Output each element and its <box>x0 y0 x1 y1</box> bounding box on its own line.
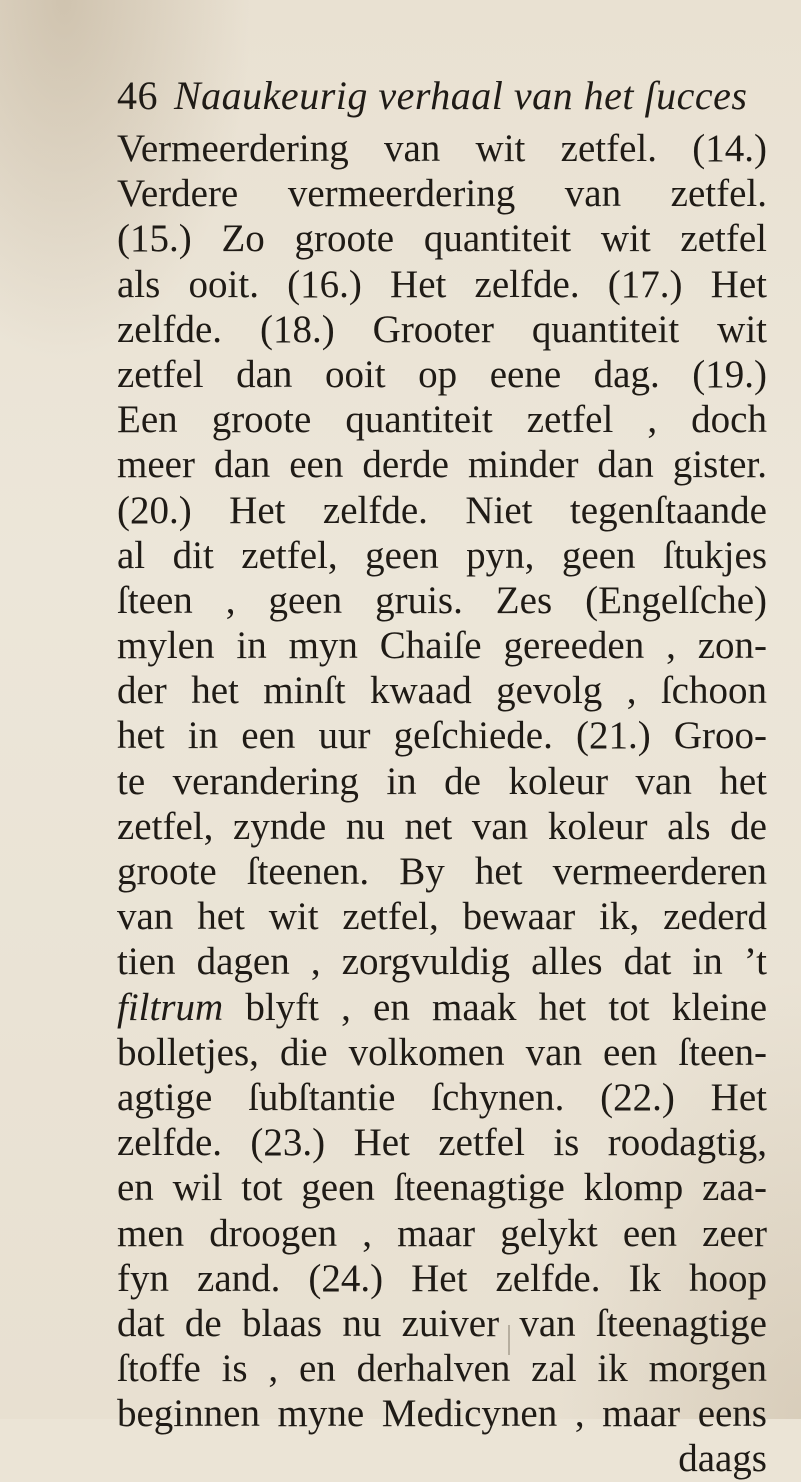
text-line: dat de blaas nu zuiver van ſteenagtige <box>117 1301 767 1345</box>
text-line: der het minſt kwaad gevolg , ſchoon <box>117 669 767 713</box>
text-line: te verandering in de koleur van het <box>117 759 767 803</box>
text-line: mylen in myn Chaiſe gereeden , zon- <box>117 624 767 668</box>
text-line: zelfde. (23.) Het zetfel is roodagtig, <box>117 1121 767 1165</box>
text-line: Een groote quantiteit zetfel , doch <box>117 398 767 442</box>
page-number: 46 <box>117 73 158 118</box>
text-line: Verdere vermeerdering van zetfel. <box>117 172 767 216</box>
text-line: zetfel, zynde nu net van koleur als de <box>117 804 767 848</box>
text-line: (15.) Zo groote quantiteit wit zetfel <box>117 217 767 261</box>
paper-crease <box>508 1325 510 1355</box>
text-line: al dit zetfel, geen pyn, geen ſtukjes <box>117 533 767 577</box>
text-line: (20.) Het zelfde. Niet tegenſtaande <box>117 488 767 532</box>
text-line: als ooit. (16.) Het zelfde. (17.) Het <box>117 262 767 306</box>
running-head <box>117 72 747 119</box>
text-line: meer dan een derde minder dan gister. <box>117 443 767 487</box>
text-line: van het wit zetfel, bewaar ik, zederd <box>117 895 767 939</box>
body-text <box>117 126 767 1482</box>
text-line: zelfde. (18.) Grooter quantiteit wit <box>117 307 767 351</box>
text-line: filtrum blyft , en maak het tot kleine <box>117 985 767 1029</box>
text-line: en wil tot geen ſteenagtige klomp zaa- <box>117 1166 767 1210</box>
text-line: groote ſteenen. By het vermeerderen <box>117 850 767 893</box>
text-line: zetfel dan ooit op eene dag. (19.) <box>117 352 767 396</box>
text-line: ſteen , geen gruis. Zes (Engelſche) <box>117 578 767 622</box>
text-line: men droogen , maar gelykt een zeer <box>117 1211 767 1255</box>
text-line: tien dagen , zorgvuldig alles dat in ’t <box>117 940 767 984</box>
text-line: fyn zand. (24.) Het zelfde. Ik hoop <box>117 1256 767 1300</box>
catchword: daags <box>678 1437 767 1481</box>
text-line: bolletjes, die volkomen van een ſteen- <box>117 1030 767 1074</box>
running-title: Naaukeurig verhaal van het ſucces <box>174 73 748 118</box>
text-line: beginnen myne Medicynen , maar eens <box>117 1392 767 1436</box>
text-line: Vermeerdering van wit zetfel. (14.) <box>117 127 767 170</box>
text-line: het in een uur geſchiede. (21.) Groo- <box>117 714 767 758</box>
text-line: agtige ſubſtantie ſchynen. (22.) Het <box>117 1075 767 1119</box>
text-line: ſtoffe is , en derhalven zal ik morgen <box>117 1347 767 1391</box>
